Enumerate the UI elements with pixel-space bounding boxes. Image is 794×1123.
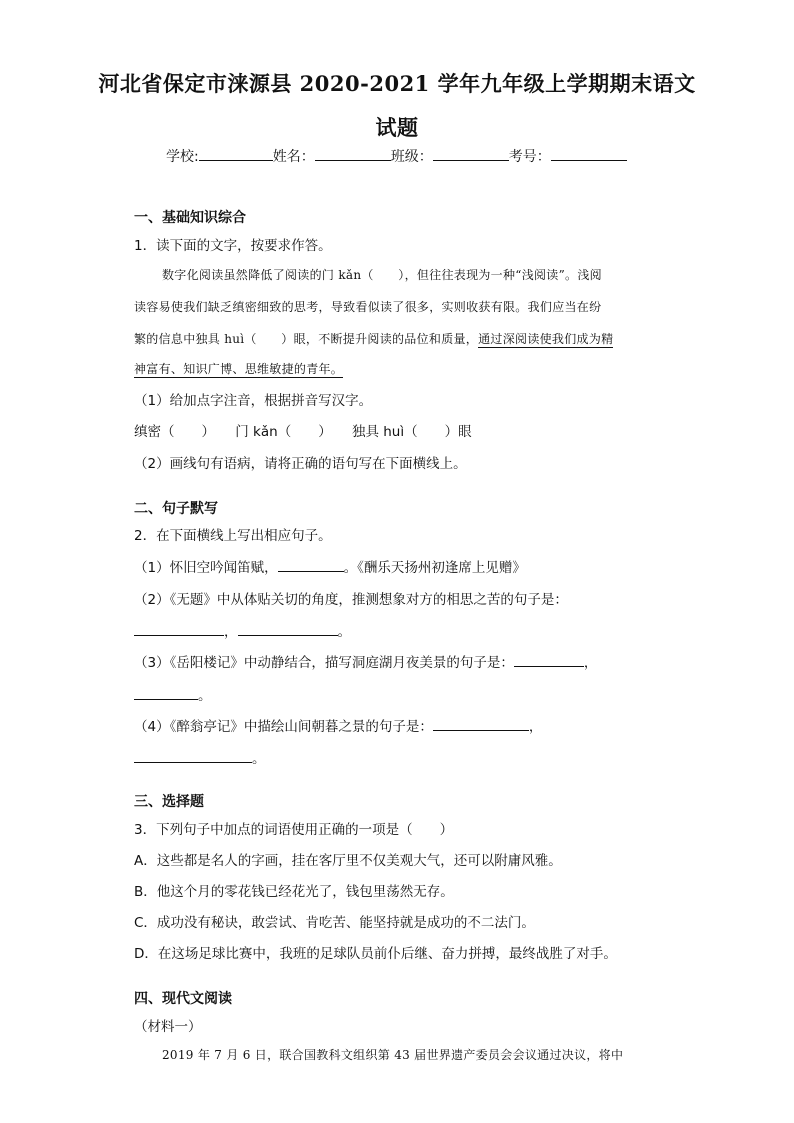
period: 。 bbox=[337, 624, 351, 640]
name-label: 姓名： bbox=[272, 149, 315, 165]
name-field[interactable] bbox=[315, 146, 391, 161]
doc-title-line2: 试题 bbox=[375, 115, 419, 140]
recite-1-blank[interactable] bbox=[278, 557, 344, 572]
section-heading-3: 三、选择题 bbox=[134, 794, 204, 810]
sub-question-1: （1）给加点字注音，根据拼音写汉字。 bbox=[134, 393, 373, 409]
recite-1-source: 。《酬乐天扬州初逢席上见赠》 bbox=[343, 560, 526, 576]
question-3: 3．下列句子中加点的词语使用正确的一项是（ ） bbox=[134, 822, 454, 838]
passage-line-3 bbox=[134, 330, 613, 347]
comma: ， bbox=[224, 624, 238, 640]
section-heading-2: 二、句子默写 bbox=[134, 501, 218, 517]
class-field[interactable] bbox=[433, 146, 509, 161]
recite-item-4-answer bbox=[134, 747, 266, 767]
material-line-1: 2019 年 7 月 6 日，联合国教科文组织第 43 届世界遗产委员会会议通过决议，将中 bbox=[162, 1048, 624, 1062]
passage-line-1: 数字化阅读虽然降低了阅读的门 kǎn（ ），但往往表现为一种“浅阅读”。浅阅 bbox=[162, 268, 602, 282]
recite-3-blank-b[interactable] bbox=[134, 685, 198, 700]
school-field[interactable] bbox=[199, 146, 273, 161]
student-info-row bbox=[166, 146, 627, 166]
recite-3-blank-a[interactable] bbox=[514, 652, 584, 667]
passage-line-2: 读容易使我们缺乏缜密细致的思考，导致看似读了很多，实则收获有限。我们应当在纷 bbox=[134, 300, 602, 314]
underlined-sentence-part-1: 通过深阅读使我们成为精 bbox=[478, 332, 614, 346]
class-label: 班级： bbox=[390, 149, 433, 165]
option-d[interactable]: D．在这场足球比赛中，我班的足球队员前仆后继、奋力拼搏，最终战胜了对手。 bbox=[134, 946, 617, 962]
section-heading-4: 四、现代文阅读 bbox=[134, 991, 232, 1007]
comma: ， bbox=[528, 719, 543, 735]
period: 。 bbox=[252, 751, 266, 767]
recite-item-1 bbox=[134, 556, 526, 576]
recite-item-3 bbox=[134, 651, 597, 671]
option-c[interactable]: C．成功没有秘诀，敢尝试、肯吃苦、能坚持就是成功的不二法门。 bbox=[134, 915, 535, 931]
recite-1-prompt: （1）怀旧空吟闻笛赋， bbox=[134, 560, 278, 576]
recite-4-blank-b[interactable] bbox=[134, 748, 252, 763]
section-heading-1: 一、基础知识综合 bbox=[134, 210, 246, 226]
passage-line-3-plain: 繁的信息中独具 huì（ ）眼，不断提升阅读的品位和质量， bbox=[134, 332, 479, 346]
recite-2-blank-a[interactable] bbox=[134, 621, 224, 636]
recite-2-blank-b[interactable] bbox=[238, 621, 338, 636]
doc-title-line1: 河北省保定市涞源县 2020-2021 学年九年级上学期期末语文 bbox=[98, 71, 696, 96]
recite-item-2-answer bbox=[134, 620, 351, 640]
sub-question-2: （2）画线句有语病，请将正确的语句写在下面横线上。 bbox=[134, 456, 467, 472]
passage-line-4 bbox=[134, 360, 343, 377]
sub-question-1-blanks: 缜密（ ） 门 kǎn（ ） 独具 huì（ ）眼 bbox=[134, 424, 472, 440]
recite-3-prompt: （3）《岳阳楼记》中动静结合，描写洞庭湖月夜美景的句子是： bbox=[134, 655, 514, 671]
exam-no-label: 考号： bbox=[508, 149, 551, 165]
exam-no-field[interactable] bbox=[551, 146, 627, 161]
recite-item-2: （2）《无题》中从体贴关切的角度，推测想象对方的相思之苦的句子是： bbox=[134, 592, 568, 608]
recite-4-blank-a[interactable] bbox=[433, 716, 529, 731]
recite-4-prompt: （4）《醉翁亭记》中描绘山间朝暮之景的句子是： bbox=[134, 719, 433, 735]
option-b[interactable]: B．他这个月的零花钱已经花光了，钱包里荡然无存。 bbox=[134, 884, 454, 900]
question-1: 1．读下面的文字，按要求作答。 bbox=[134, 238, 332, 254]
option-a[interactable]: A．这些都是名人的字画，挂在客厅里不仅美观大气，还可以附庸风雅。 bbox=[134, 853, 562, 869]
school-label: 学校: bbox=[166, 149, 199, 165]
material-label: （材料一） bbox=[134, 1019, 202, 1035]
question-2: 2．在下面横线上写出相应句子。 bbox=[134, 528, 332, 544]
recite-item-4 bbox=[134, 715, 542, 735]
recite-item-3-answer bbox=[134, 684, 212, 704]
underlined-sentence-part-2: 神富有、知识广博、思维敏捷的青年。 bbox=[134, 362, 344, 376]
period: 。 bbox=[198, 688, 212, 704]
comma: ， bbox=[583, 655, 598, 671]
